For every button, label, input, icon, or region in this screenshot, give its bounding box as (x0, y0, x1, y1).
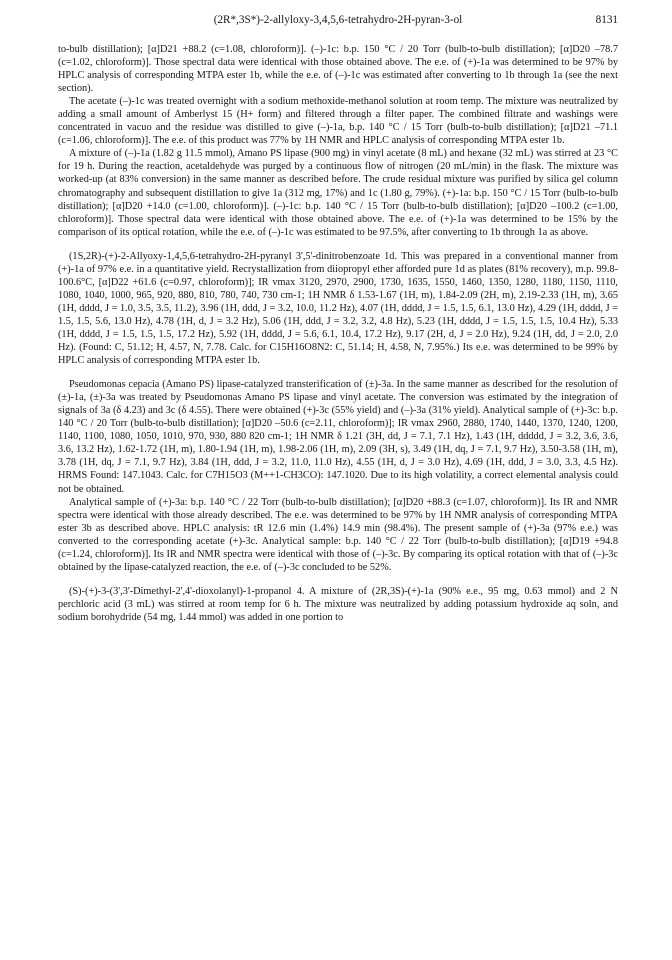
journal-page (58, 14, 618, 624)
running-title: (2R*,3S*)-2-allyloxy-3,4,5,6-tetrahydro-2H-pyran-3-ol (213, 14, 463, 26)
paragraph-3: A mixture of (–)-1a (1.82 g 11.5 mmol), Amano PS lipase (900 mg) in vinyl acetate (8 mL) and hexane (32 mL) was stirred at 23 °C for 19 h. During the reaction, acetaldehyde was purged by a continuous flow of nitrogen (20 mL/min) in the flask. The mixture was worked-up (at 83% conversion) in the same manner as described before. The crude residual mixture was purified by silica gel column chromatography and subsequent distillation to give 1a (312 mg, 17%) and 1c (1.80 g, 79%). (+)-1a: b.p. 150 °C / 15 Torr (bulb-to-bulb distillation); [α]D20 +14.0 (c=1.00, chloroform)]. (–)-1c: b.p. 140 °C / 15 Torr (bulb-to-bulb distillation); [α]D20 –100.2 (c=1.00, chloroform)]. Those spectral data were identical with those obtained above. The e.e. of (+)-1a was determined to be 15% by the comparison of its optical rotation, while the e.e. of (–)-1c was estimated to be 97.5%, after converting to 1b through 1a as above. (58, 148, 618, 238)
paragraph-1: to-bulb distillation); [α]D21 +88.2 (c=1.08, chloroform)]. (–)-1c: b.p. 150 °C / 20 Torr (bulb-to-bulb distillation); [α]D20 –78.7 (c=1.02, chloroform)]. Those spectral data were identical with those obtained above. The e.e. of (+)-1a was determined to be 97% by HPLC analysis of corresponding MTPA ester 1b, while the e.e. of (–)-1c was estimated after converting to 1b through 1a (see the next section). (58, 44, 618, 95)
paragraph-4: (1S,2R)-(+)-2-Allyoxy-1,4,5,6-tetrahydro-2H-pyranyl 3',5'-dinitrobenzoate 1d. This was prepared in a conventional manner from (+)-1a of 97% e.e. in a quantitative yield. Recrystallization from diiopropyl ether afforded pure 1d as plates (81% recovery), m.p. 99.8-100.6°C, [α]D22 +61.6 (c=0.97, chloroform)]; IR vmax 3120, 2970, 2900, 1730, 1635, 1550, 1460, 1350, 1280, 1180, 1150, 1110, 1080, 1040, 1000, 965, 920, 880, 810, 780, 740, 730 cm-1; 1H NMR δ 1.53-1.67 (1H, m), 1.84-2.09 (2H, m), 2.19-2.33 (1H, m), 3.65 (1H, dddd, J = 1.0, 3.5, 3.5, 11.2), 3.96 (1H, ddd, J = 3.2, 10.0, 11.2 Hz), 4.07 (1H, dddd, J = 1.5, 1.5, 6.1, 13.0 Hz), 4.29 (1H, dddd, J = 1.5, 1.5, 5.6, 13.0 Hz), 4.78 (1H, d, J = 3.2 Hz), 5.06 (1H, ddd, J = 3.2, 3.2, 4.8 Hz), 5.23 (1H, dddd, J = 1.5, 1.5, 1.5, 10.4 Hz), 5.33 (1H, dddd, J = 1.5, 1.5, 1.5, 17.2 Hz), 5.92 (1H, dddd, J = 5.6, 6.1, 10.4, 17.2 Hz), 9.17 (2H, d, J = 2.0 Hz), 9.24 (1H, dd, J = 2.0, 2.0 Hz). (Found: C, 51.12; H, 4.57, N, 7.78. Calc. for C15H16O8N2: C, 51.14; H, 4.58, N, 7.95%.) Its e.e. was determined to be 99% by HPLC analysis of corresponding MTPA ester 1b. (58, 250, 618, 367)
paragraph-5: Pseudomonas cepacia (Amano PS) lipase-catalyzed transterification of (±)-3a. In the same manner as described for the resolution of (±)-1a, (±)-3a was treated by Pseudomonas Amano PS lipase and vinyl acetate. The conversion was estimated by the integration of signals of 3a (δ 4.23) and 3c (δ 4.55). There were obtained (+)-3c (55% yield) and (–)-3a (31% yield). Analytical sample of (+)-3c: b.p. 140 °C / 20 Torr (bulb-to-bulb distillation); [α]D20 –50.6 (c=2.11, chloroform)]; IR vmax 2960, 2880, 1740, 1440, 1370, 1240, 1200, 1140, 1100, 1080, 1050, 1010, 970, 930, 880 820 cm-1; 1H NMR δ 1.21 (3H, dd, J = 7.1, 7.1 Hz), 1.43 (1H, ddddd, J = 3.2, 3.6, 3.6, 3.6, 13.2 Hz), 1.62-1.72 (1H, m), 1.80-1.94 (1H, m), 1.98-2.06 (1H, m), 2.09 (3H, s), 3.49 (1H, dq, J = 7.1, 9.7 Hz), 3.50-3.58 (1H, m), 3.78 (1H, dq, J = 7.1, 9.7 Hz), 3.84 (1H, ddd, J = 3.2, 11.0, 11.0 Hz), 4.55 (1H, d, J = 3.0 Hz), 4.69 (1H, ddd, J = 3.0, 3.3, 4.5 Hz). HRMS Found: 147.1043. Calc. for C7H15O3 (M++1-CH3CO): 147.1020. Due to its high volatility, a correct elemental analysis could not be obtained. (58, 379, 618, 495)
page-header (58, 14, 618, 30)
paragraph-7: (S)-(+)-3-(3',3'-Dimethyl-2',4'-dioxolanyl)-1-propanol 4. A mixture of (2R,3S)-(+)-1a (90% e.e., 95 mg, 0.63 mmol) and 2 N perchloric acid (3 mL) was stirred at room temp for 6 h. The mixture was neutralized by adding potassium hydroxide aq soln, and sodium borohydride (54 mg, 1.44 mmol) was added in one portion to (58, 585, 618, 623)
paragraph-6: Analytical sample of (+)-3a: b.p. 140 °C / 22 Torr (bulb-to-bulb distillation); [α]D20 +88.3 (c=1.07, chloroform)]. Its IR and NMR spectra were identical with those already described. The e.e. was determined to be 97% by 1H NMR analysis of corresponding MTPA ester 3b as described above. HPLC analysis: tR 12.6 min (1.4%) 14.9 min (98.4%). The present sample of (+)-3a (97% e.e.) was converted to the corresponding acetate (+)-3c. Analytical sample: b.p. 140 °C / 22 Torr (bulb-to-bulb distillation); [α]D19 +94.8 (c=1.24, chloroform)]. Its IR and NMR spectra were identical with those of (–)-3c. By comparing its optical rotation with that of (–)-3c obtained by the lipase-catalyzed reaction, the e.e. of (–)-3c concluded to be 52%. (58, 496, 618, 573)
page-number: 8131 (595, 14, 618, 26)
paragraph-2: The acetate (–)-1c was treated overnight with a sodium methoxide-methanol solution at room temp. The mixture was neutralized by adding a small amount of Amberlyst 15 (H+ form) and filtered through a filter paper. The combined filtrate and washings were concentrated in vacuo and the residue was distilled to give (–)-1a, b.p. 140 °C / 15 Torr (bulb-to-bulb distillation); [α]D21 –71.1 (c=1.06, chloroform)]. The e.e. of this product was 77% by 1H NMR and HPLC analysis of corresponding MTPA ester 1b. (58, 96, 618, 147)
